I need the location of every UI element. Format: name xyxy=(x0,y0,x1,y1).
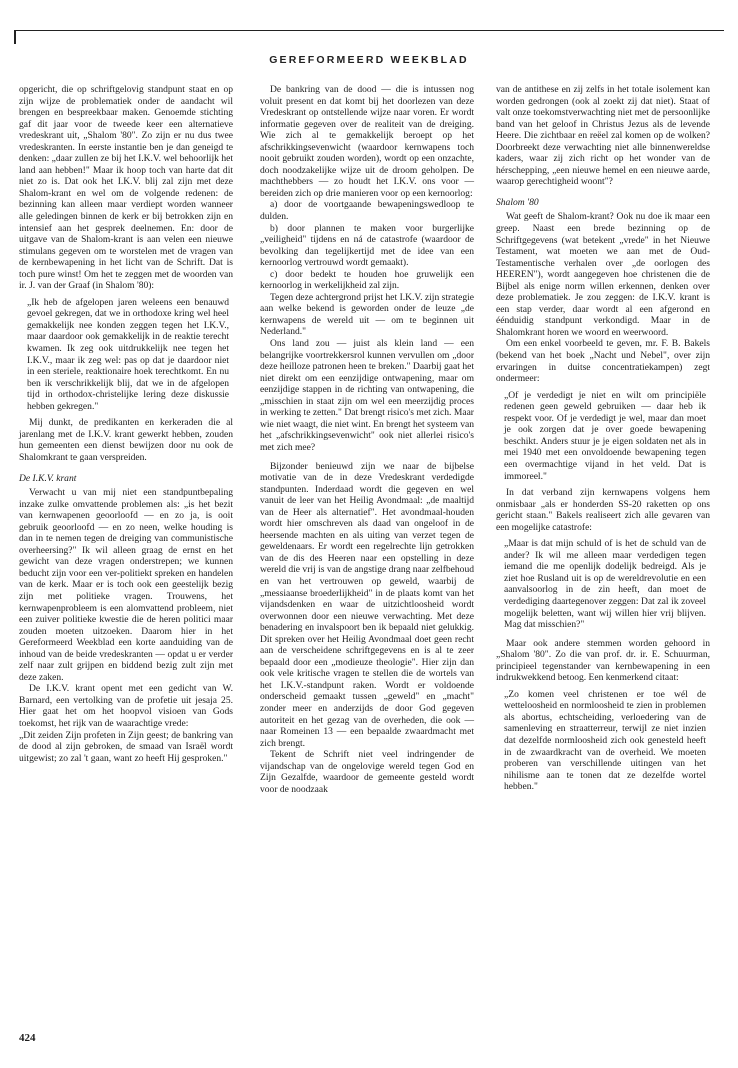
paragraph: van de antithese en zij zelfs in het totale isolement kan worden gedrongen (ook al zoekt zij dat niet). Staat of valt onze toekomstverwachting niet met de persoonlijke band van het geloof in Christus Jezus als de levende Heere. Die zichtbaar en reëel zal komen op de wolken? Doorbreekt deze verwachting niet alle binnenwereldse kaders, waar zij zich richt op het wonder van de hérschepping, „een nieuwe hemel en een nieuwe aarde, waarop gerechtigheid woont"? xyxy=(496,84,710,188)
block-quote: „Ik heb de afgelopen jaren weleens een benauwd gevoel gekregen, dat we in orthodoxe kring wel heel gemakkelijk nee konden zeggen tegen het I.K.V., maar daardoor ook gemakkelijk in de reaktie terecht kwamen. Ik zeg ook uitdrukkelijk nee tegen het I.K.V., maar ik zeg wel: pas op dat je daardoor niet in een steriele, reaktionaire hoek terechtkomt. En nu ben ik verschrikkelijk blij, dat we in de afgelopen tijd in orthodox-christelijke lering deze diskussie hebben gekregen." xyxy=(27,296,229,412)
paragraph: „Dit zeiden Zijn profeten in Zijn geest; de bankring van de dood al zijn gebroken, de smaad van Israël wordt uitgewist; zo zal 't gaan, want zo heeft Hij gesproken." xyxy=(19,729,233,764)
paragraph: a) door de voortgaande bewapeningswedloop te dulden. xyxy=(260,199,474,223)
block-quote: „Maar is dat mijn schuld of is het de schuld van de ander? Ik wil me alleen maar verdedigen tegen iemand die me openlijk dodelijk bedreigd. Als je ziet hoe Rusland uit is op de wereldrevolutie en een aanvalsoorlog in de zin heeft, dan moet de verdediging daartegenover zeggen: Dat zal ik zoveel mogelijk beletten, want wij willen hier vrij blijven. Mag dat misschien?" xyxy=(504,538,706,631)
paragraph: Wat geeft de Shalom-krant? Ook nu doe ik maar een greep. Naast een brede bezinning op de Schriftgegevens (wat betekent „vrede" in het Nieuwe Testament, wat moeten we aan met de Oud-Testamentische verhalen over „de oorlogen des HEEREN"), wordt aangegeven hoe christenen die de Bijbel als enige norm willen erkennen, denken over deze problematiek. Je zou zeggen: de I.K.V. krant is een stap verder, daar wordt al een afgerond en éénduidig standpunt verkondigd. Maar in de Shalomkrant horen we woord en weerwoord. xyxy=(496,211,710,338)
running-header: GEREFORMEERD WEEKBLAD xyxy=(269,54,469,66)
paragraph: b) door plannen te maken voor burgerlijke „veiligheid" tijdens en ná de catastrofe (waardoor de bevolking dan tegelijkertijd met de idee van een kernoorlog vertrouwd wordt gemaakt). xyxy=(260,222,474,269)
block-quote: „Of je verdedigt je niet en wilt om principiële redenen geen geweld gebruiken — daar heb ik respekt voor. Of je verdedigt je wel, maar dan moet je ook zorgen dat je over goede bewapening beschikt. Anders stuur je je eigen soldaten net als in mei 1940 met een onvoldoende bewapening tegen een overmachtige vijand in het veld. Dat is immoreel." xyxy=(504,389,706,482)
page-number: 424 xyxy=(19,1032,36,1044)
column-3 xyxy=(496,84,710,798)
section-heading: De I.K.V. krant xyxy=(19,472,77,484)
paragraph: Tegen deze achtergrond prijst het I.K.V. zijn strategie aan welke bekend is geworden onder de leuze „de kernwapens de wereld uit — om te beginnen uit Nederland." xyxy=(260,291,474,338)
column-2 xyxy=(260,84,474,795)
paragraph: Verwacht u van mij niet een standpuntbepaling inzake zulke omvattende problemen als: „is het bezit van kernwapenen geoorloofd — en zo ja, is ooit gebruik geoorloofd — en zo neen, welke houding is dan in te nemen tegen de dreiging van communistische overheersing?" Ik wil alleen graag de ernst en het gewicht van deze vragen onderstrepen; we kunnen beducht zijn voor een ver-politiekt spreken en handelen van de kerk. Maar er is toch ook een geestelijk bezig zijn met politieke vragen. Trouwens, het kernwapenprobleem is een alomvattend probleem, niet een zuiver politieke kwestie die de heren politici maar zouden moeten uitzoeken. Daarom hier in het Gereformeerd Weekblad een korte aanduiding van de inhoud van de beide vredeskranten — opdat u er verder zelf naar zult grijpen en biddend bezig zult zijn met deze zaken. xyxy=(19,487,233,683)
paragraph: Maar ook andere stemmen worden gehoord in „Shalom '80". Zo die van prof. dr. ir. E. Schuurman, principieel tegenstander van kernbewapening in een indrukwekkend betoog. Een kenmerkend citaat: xyxy=(496,637,710,684)
top-rule xyxy=(14,30,724,31)
column-1 xyxy=(19,84,233,764)
paragraph: opgericht, die op schriftgelovig standpunt staat en op zijn wijze de problematiek onder de aandacht wil brengen en bespreekbaar maken. Genoemde stichting gaf dit jaar voor de tweede keer een alternatieve vredeskrant uit, „Shalom '80". Zo zijn er nu dus twee vredeskranten. In eerste instantie ben je dan geneigd te denken: „daar zullen ze bij het I.K.V. wel behoorlijk het land aan hebben!" Maar ik hoop toch van harte dat dit niet zo is. Dat ook het I.K.V. blij zal zijn met deze Shalom-krant en wel om de volgende redenen: de bezinning kan alleen maar verdiept worden wanneer alle geledingen binnen de kerk er bij betrokken zijn en intensief aan het gesprek deelnemen. En: door de uitgave van de Shalom-krant is aan velen een nieuwe stimulans gegeven om te worstelen met de vragen van de kernbewapening in het licht van de Schrift. Dat is toch pure winst! Om het te zeggen met de woorden van ir. J. van der Graaf (in Shalom '80): xyxy=(19,84,233,292)
top-rule-corner xyxy=(14,30,16,44)
paragraph: Ons land zou — juist als klein land — een belangrijke voortrekkersrol kunnen vervullen om „door deze heilloze patronen heen te breken." Daarbij gaat het niet direkt om een eenzijdige ontwapening, maar om eenzijdige stappen in de richting van ontwapening, die „misschien in staat zijn om wel een meerzijdig proces in werking te zetten." Dat brengt risico's met zich. Maar wie niet waagt, die niet wint. En brengt het systeem van het „afschrikkingsevenwicht" ook niet allerlei risico's met zich mee? xyxy=(260,338,474,453)
paragraph: Bijzonder benieuwd zijn we naar de bijbelse motivatie van de in deze Vredeskrant verdedigde standpunten. Inderdaad wordt die gegeven en wel vanuit de leer van het Heilig Avondmaal: „de maaltijd van de Heer als alternatief". Het avondmaal-houden wordt hier omschreven als daad van ongeloof in de heersende machten en als uiting van verzet tegen de geweldenaars. Er wordt een regelrechte lijn getrokken van de dis des Heeren naar een opstelling in deze wereld die vrij is van de angstige drang naar zelfbehoud en van het vertrouwen op geweld, waarbij de „messiaanse broederlijkheid" in de plaats komt van het vijandsdenken en waar de uitzichtloosheid wordt overwonnen door een nieuwe verwachting. Met deze benadering en invalspoort ben ik bepaald niet gelukkig. Dit spreken over het Heilig Avondmaal doet geen recht aan de verscheidene schriftgegevens en is al te zeer bepaald door een „modieuze theologie". Hier zijn dan ook vele kritische vragen te stellen die de wortels van het I.K.V.-standpunt raken. Wordt er voldoende onderscheid gemaakt tussen „geweld" en „macht" zonder meer en anderzijds de door God gegeven autoriteit en het gezag van de overheden, die ook — naar Romeinen 13 — een bepaalde zwaardmacht met zich brengt. xyxy=(260,460,474,749)
paragraph: c) door bedekt te houden hoe gruwelijk een kernoorlog in werkelijkheid zal zijn. xyxy=(260,268,474,292)
paragraph: De I.K.V. krant opent met een gedicht van W. Barnard, een vertolking van de profetie uit jesaja 25. Hier gaat het om het hoopvol visioen van Gods toekomst, het rijk van de waarachtige vrede: xyxy=(19,683,233,729)
paragraph: Om een enkel voorbeeld te geven, mr. F. B. Bakels (bekend van het boek „Nacht und Nebel", over zijn ervaringen in duitse concentratiekampen) zegt ondermeer: xyxy=(496,338,710,385)
paragraph: In dat verband zijn kernwapens volgens hem onmisbaar „als er honderden SS-20 raketten op ons gericht staan." Bakels realiseert zich alle gevaren van een mogelijke catastrofe: xyxy=(496,487,710,533)
paragraph: Tekent de Schrift niet veel indringender de vijandschap van de ongelovige wereld tegen God en Zijn Gezalfde, waardoor de gemeente gesteld wordt voor de noodzaak xyxy=(260,749,474,795)
section-heading: Shalom '80 xyxy=(496,196,539,208)
block-quote: „Zo komen veel christenen er toe wél de wetteloosheid en normloosheid te zien in problemen als abortus, echtscheiding, verloedering van de samenleving en straatterreur, terwijl ze niet inzien dat dezelfde normloosheid zich ook genesteld heeft in de zwaardkracht van de overheid. We moeten proberen van verschillende uitingen van het nihilisme aan te tonen dat ze dezelfde wortel hebben." xyxy=(504,688,706,793)
paragraph: De bankring van de dood — die is intussen nog voluit present en dat komt bij het doorlezen van deze Vredeskrant op ontstellende wijze naar voren. Er wordt informatie gegeven over de realiteit van de dreiging. Wie zich al te gemakkelijk beroept op het afschrikkingsevenwicht (waardoor kernwapens toch nooit gebruikt zouden worden), wordt op een onzachte, doch noodzakelijke wijze uit de droom geholpen. De machthebbers — zo houdt het I.K.V. ons voor — bereiden zich op drie manieren voor op een kernoorlog: xyxy=(260,84,474,199)
paragraph: Mij dunkt, de predikanten en kerkeraden die al jarenlang met de I.K.V. krant gewerkt hebben, zouden hun gemeenten een dienst bewijzen door nu ook de Shalomkrant te gaan verspreiden. xyxy=(19,417,233,463)
